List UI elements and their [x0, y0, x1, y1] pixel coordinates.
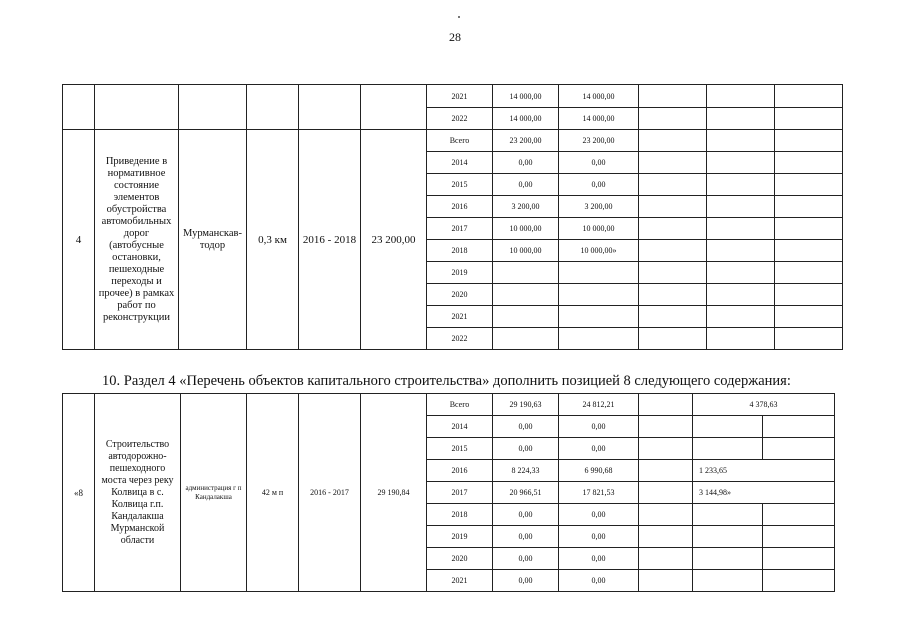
value-cell — [493, 328, 559, 350]
section-heading: 10. Раздел 4 «Перечень объектов капитального строительства» дополнить позицией 8 следующего содержания: — [102, 373, 791, 389]
value-cell: 0,00 — [493, 416, 559, 438]
value-cell: 10 000,00 — [559, 218, 639, 240]
value-cell — [559, 306, 639, 328]
value-cell — [693, 570, 763, 592]
year-cell: 2020 — [427, 548, 493, 570]
item-cost: 29 190,84 — [361, 394, 427, 592]
value-cell: 3 200,00 — [559, 196, 639, 218]
value-cell: 0,00 — [559, 504, 639, 526]
value-cell: 14 000,00 — [493, 85, 559, 108]
scan-dot — [458, 16, 460, 18]
value-cell — [493, 262, 559, 284]
empty-cell — [639, 262, 707, 284]
item-number: «8 — [63, 394, 95, 592]
value-cell — [639, 482, 693, 504]
empty-cell — [775, 306, 843, 328]
item-period: 2016 - 2017 — [299, 394, 361, 592]
item-cost: 23 200,00 — [361, 130, 427, 350]
value-cell: 0,00 — [559, 526, 639, 548]
year-cell: 2022 — [427, 108, 493, 130]
value-cell: 8 224,33 — [493, 460, 559, 482]
empty-cell — [639, 328, 707, 350]
value-cell: 14 000,00 — [559, 85, 639, 108]
empty-cell — [775, 284, 843, 306]
year-cell: Всего — [427, 394, 493, 416]
empty-cell — [63, 85, 95, 130]
empty-cell — [707, 284, 775, 306]
empty-cell — [775, 262, 843, 284]
item-period: 2016 - 2018 — [299, 130, 361, 350]
empty-cell — [247, 85, 299, 130]
empty-cell — [707, 328, 775, 350]
empty-cell — [763, 416, 835, 438]
table-row — [63, 85, 843, 108]
item-number: 4 — [63, 130, 95, 350]
year-cell: 2014 — [427, 416, 493, 438]
empty-cell — [639, 240, 707, 262]
value-cell — [639, 548, 693, 570]
value-cell: 14 000,00 — [493, 108, 559, 130]
value-cell: 0,00 — [559, 570, 639, 592]
year-cell: 2022 — [427, 328, 493, 350]
value-cell: 3 200,00 — [493, 196, 559, 218]
year-cell: Всего — [427, 130, 493, 152]
empty-cell — [775, 218, 843, 240]
year-cell: 2019 — [427, 262, 493, 284]
empty-cell — [707, 218, 775, 240]
value-cell — [639, 460, 693, 482]
value-cell: 0,00 — [559, 152, 639, 174]
empty-cell — [639, 108, 707, 130]
item-name: Приведение в нормативное состояние элементов обустройства автомобильных дорог (автобусные остановки, пешеходные переходы и прочее) в рамках работ по реконструкции — [95, 130, 179, 350]
table-item-8 — [62, 393, 835, 592]
table-row — [63, 130, 843, 152]
empty-cell — [707, 306, 775, 328]
year-cell: 2019 — [427, 526, 493, 548]
value-cell: 0,00 — [559, 548, 639, 570]
empty-cell — [763, 504, 835, 526]
value-cell: 0,00 — [559, 416, 639, 438]
value-cell — [639, 394, 693, 416]
empty-cell — [775, 240, 843, 262]
empty-cell — [707, 262, 775, 284]
empty-cell — [707, 196, 775, 218]
value-cell: 0,00 — [493, 174, 559, 196]
item-capacity: 0,3 км — [247, 130, 299, 350]
empty-cell — [775, 152, 843, 174]
value-cell — [559, 262, 639, 284]
empty-cell — [707, 85, 775, 108]
value-cell — [693, 416, 763, 438]
value-cell: 0,00 — [493, 526, 559, 548]
year-cell: 2017 — [427, 482, 493, 504]
value-cell: 1 233,65 — [693, 460, 835, 482]
page-number: 28 — [449, 30, 461, 44]
value-cell: 17 821,53 — [559, 482, 639, 504]
empty-cell — [775, 108, 843, 130]
empty-cell — [639, 306, 707, 328]
value-cell: 0,00 — [493, 438, 559, 460]
empty-cell — [639, 152, 707, 174]
empty-cell — [707, 130, 775, 152]
empty-cell — [95, 85, 179, 130]
value-cell: 10 000,00 — [493, 218, 559, 240]
value-cell: 23 200,00 — [493, 130, 559, 152]
empty-cell — [775, 85, 843, 108]
empty-cell — [763, 548, 835, 570]
value-cell: 0,00 — [559, 174, 639, 196]
year-cell: 2018 — [427, 504, 493, 526]
year-cell: 2021 — [427, 570, 493, 592]
empty-cell — [763, 526, 835, 548]
value-cell — [559, 328, 639, 350]
empty-cell — [775, 130, 843, 152]
year-cell: 2021 — [427, 306, 493, 328]
value-cell: 0,00 — [493, 548, 559, 570]
year-cell: 2016 — [427, 460, 493, 482]
year-cell: 2021 — [427, 85, 493, 108]
empty-cell — [299, 85, 361, 130]
value-cell: 10 000,00 — [493, 240, 559, 262]
empty-cell — [707, 152, 775, 174]
year-cell: 2015 — [427, 438, 493, 460]
empty-cell — [707, 240, 775, 262]
year-cell: 2014 — [427, 152, 493, 174]
year-cell: 2016 — [427, 196, 493, 218]
value-cell: 0,00 — [493, 504, 559, 526]
year-cell: 2017 — [427, 218, 493, 240]
year-cell: 2020 — [427, 284, 493, 306]
value-cell — [639, 416, 693, 438]
empty-cell — [361, 85, 427, 130]
value-cell — [639, 504, 693, 526]
value-cell: 0,00 — [493, 152, 559, 174]
empty-cell — [639, 130, 707, 152]
empty-cell — [179, 85, 247, 130]
value-cell: 23 200,00 — [559, 130, 639, 152]
value-cell — [693, 504, 763, 526]
empty-cell — [707, 108, 775, 130]
item-name: Строительство автодорожно-пешеходного моста через реку Колвица в с. Колвица г.п. Кандалакша Мурманской области — [95, 394, 181, 592]
empty-cell — [639, 196, 707, 218]
value-cell: 24 812,21 — [559, 394, 639, 416]
empty-cell — [639, 218, 707, 240]
empty-cell — [639, 85, 707, 108]
item-organization: администрация г п Кандалакша — [181, 394, 247, 592]
value-cell — [559, 284, 639, 306]
value-cell — [639, 526, 693, 548]
table-row — [63, 394, 835, 416]
value-cell: 3 144,98» — [693, 482, 835, 504]
value-cell — [693, 548, 763, 570]
empty-cell — [763, 570, 835, 592]
value-cell — [493, 306, 559, 328]
empty-cell — [763, 438, 835, 460]
value-cell — [639, 438, 693, 460]
table-item-4 — [62, 84, 843, 350]
value-cell: 6 990,68 — [559, 460, 639, 482]
value-cell: 20 966,51 — [493, 482, 559, 504]
empty-cell — [775, 174, 843, 196]
year-cell: 2015 — [427, 174, 493, 196]
item-capacity: 42 м п — [247, 394, 299, 592]
empty-cell — [775, 196, 843, 218]
year-cell: 2018 — [427, 240, 493, 262]
empty-cell — [639, 284, 707, 306]
value-cell — [493, 284, 559, 306]
item-organization: Мурманскав-тодор — [179, 130, 247, 350]
empty-cell — [707, 174, 775, 196]
empty-cell — [775, 328, 843, 350]
empty-cell — [639, 174, 707, 196]
value-cell — [693, 526, 763, 548]
value-cell: 10 000,00» — [559, 240, 639, 262]
value-cell: 14 000,00 — [559, 108, 639, 130]
value-cell: 4 378,63 — [693, 394, 835, 416]
value-cell — [693, 438, 763, 460]
value-cell — [639, 570, 693, 592]
value-cell: 0,00 — [493, 570, 559, 592]
value-cell: 29 190,63 — [493, 394, 559, 416]
value-cell: 0,00 — [559, 438, 639, 460]
